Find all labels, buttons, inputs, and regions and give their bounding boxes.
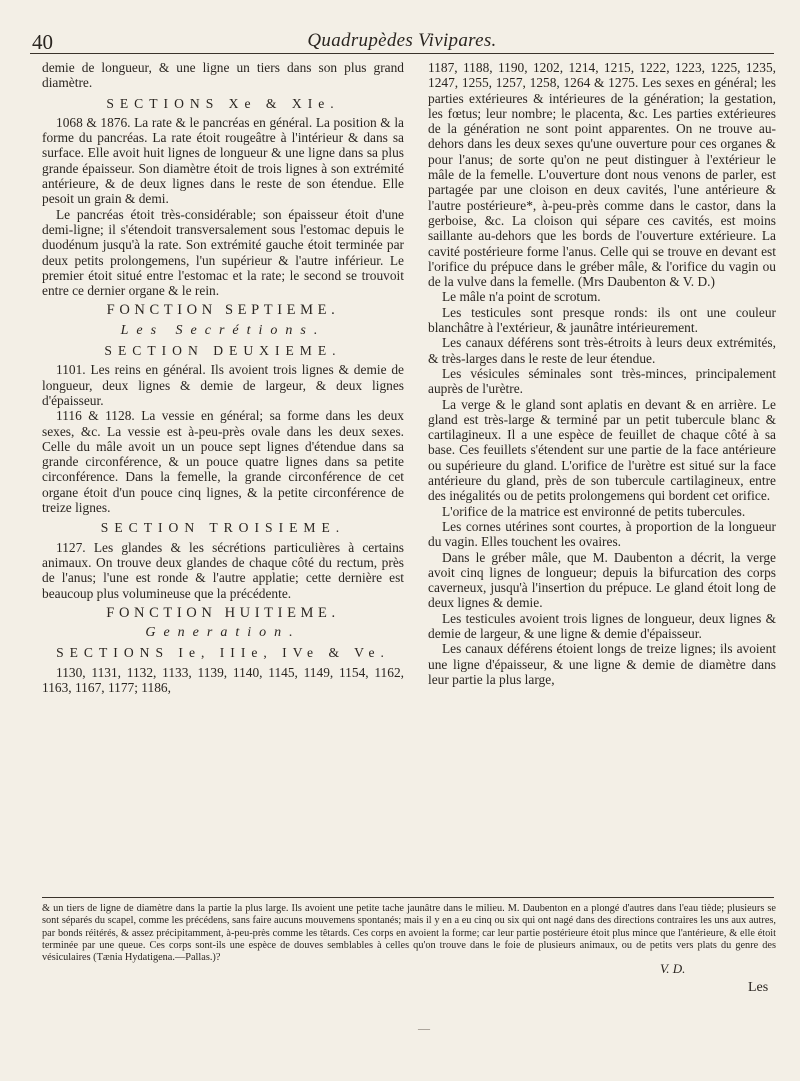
paragraph: 1130, 1131, 1132, 1133, 1139, 1140, 1145, 1149, 1154, 1162, 1163, 1167, 1177; 1186, — [42, 664, 404, 695]
footnote-rule — [42, 897, 774, 898]
paragraph: 1116 & 1128. La vessie en général; sa forme dans les deux sexes, &c. La vessie est à-peu-près ovale dans les deux sexes. Celle du mâle avoit un un pouce sept lignes d'étendue dans sa grande circonférence, & un pouce quatre lignes dans sa petite circonférence. Dans la femelle, la grande circonférence de cet organe étoit d'un pouce cinq lignes, & la petite circonférence de treize lignes. — [42, 408, 404, 516]
right-column — [428, 60, 776, 687]
paragraph: 1101. Les reins en général. Ils avoient trois lignes & demie de longueur, deux lignes & demie de largeur, & deux lignes d'épaisseur. — [42, 362, 404, 408]
paragraph: 1187, 1188, 1190, 1202, 1214, 1215, 1222, 1223, 1225, 1235, 1247, 1255, 1257, 1258, 1264 & 1275. Les sexes en général; les parties extérieures & intérieures de la génération; la gestation, les fœtus; leur nombre; le placenta, &c. Les parties extérieures de la génération ne sont point apparentes. On ne trouve au-dehors dans les deux sexes qu'une ouverture pour ces organes & pour l'anus; de sorte qu'on ne peut distinguer à l'extérieur le mâle de la femelle. L'ouverture dont nous venons de parler, est partagée par une cloison en deux cavités, l'une antérieure & l'autre postérieure*, à-peu-près comme dans le castor, dans la gerboise, &c. La cloison qui sépare ces cavités, est moins saillante au-dehors que les bords de l'ouverture extérieure. La cavité postérieure forme l'anus. Celle qui se trouve en devant est l'orifice du prépuce dans le gréber mâle, & l'orifice du vagin ou de la vulve dans la femelle. (Mrs Daubenton & V. D.) — [428, 60, 776, 290]
paragraph: Les testicules sont presque ronds: ils ont une couleur blanchâtre à l'extérieur, & jaunâtre intérieurement. — [428, 304, 776, 336]
paragraph: demie de longueur, & une ligne un tiers dans son plus grand diamètre. — [42, 60, 404, 91]
subheading: Generation. — [145, 625, 301, 641]
paragraph: Les canaux déférens sont très-étroits à leurs deux extrémités, & très-larges dans le reste de leur étendue. — [428, 335, 776, 366]
page-number: 40 — [32, 30, 53, 54]
paragraph: Le pancréas étoit très-considérable; son épaisseur étoit d'une demi-ligne; il s'étendoit transversalement sous l'estomac depuis le duodénum jusqu'à la rate. Son extrémité gauche étoit terminée par deux petits prolongemens, l'un supérieur & l'autre inférieur. Le premier étoit situé entre l'estomac et la rate; le second se trouvoit entre ce dernier organe & le rein. — [42, 206, 404, 299]
section-heading: SECTIONS Ie, IIIe, IVe & Ve. — [56, 645, 390, 661]
stray-mark: — — [418, 1021, 430, 1035]
function-heading: FONCTION HUITIEME. — [106, 604, 340, 621]
paragraph: Dans le gréber mâle, que M. Daubenton a décrit, la verge avoit cinq lignes de longueur; depuis la bifurcation des corps caverneux, jusqu'à l'insertion du prépuce. Le gland étoit long de deux lignes & demie. — [428, 549, 776, 611]
paragraph: Les testicules avoient trois lignes de longueur, deux lignes & demie de largeur, & une ligne & demie d'épaisseur. — [428, 610, 776, 641]
running-title: Quadrupèdes Vivipares. — [307, 30, 497, 51]
paragraph: Les canaux déférens étoient longs de treize lignes; ils avoient une ligne d'épaisseur, & une ligne & demie de diamètre dans leur partie la plus large, — [428, 641, 776, 687]
section-heading: SECTION TROISIEME. — [100, 520, 346, 536]
paragraph: Les vésicules séminales sont très-minces, principalement auprès de l'urètre. — [428, 365, 776, 397]
function-heading: FONCTION SEPTIEME. — [106, 302, 340, 319]
paragraph: La verge & le gland sont aplatis en devant & en arrière. Le gland est très-large & terminé par un petit tubercule blanc & cartilagineux. Il a une espèce de feuillet de chaque côté à sa base. Ces feuillets s'étendent sur une partie de la face antérieure ou supérieure du gland. L'orifice de l'urètre est situé sur la face antérieure du gland, près de son tubercule cartilagineux, entre des inégalités ou de petits prolongemens qui bordent cet orifice. — [428, 396, 776, 504]
paragraph: 1068 & 1876. La rate & le pancréas en général. La position & la forme du pancréas. La rate étoit rougeâtre à l'intérieur & dans sa surface. Elle avoit huit lignes de longueur & une ligne dans sa plus grande épaisseur. Son diamètre étoit de trois lignes à son extrémité antérieure, & de deux lignes dans le reste de son étendue. Elle pesoit un grain & demi. — [42, 114, 404, 207]
catchword: Les — [748, 980, 769, 995]
paragraph: L'orifice de la matrice est environné de petits tubercules. — [442, 503, 746, 519]
footnote: & un tiers de ligne de diamètre dans la partie la plus large. Ils avoient une petite tache jaunâtre dans le milieu. M. Daubenton en a plongé d'autres dans l'eau tiède; plusieurs se sont séparés du scapel, comme les précédens, sans faire aucuns mouvemens spontanés; mais il y en a eu cinq ou six qui ont nagé dans des directions contraires les uns aux autres, par bonds réitérés, & assez précipitamment, à-peu-près comme les têtards. Ces corps en avoient la forme; car leur partie postérieure étoit plus mince que l'antérieure, & elle étoit terminée par une queue. Ces corps sont-ils une espèce de douves semblables à celles qu'on trouve dans le foie de plusieurs animaux, ou de petits vers plats du genre des vésiculaires (Tænia Hydatigena.—Pallas.)? — [42, 903, 776, 964]
subheading: Les Secrétions. — [120, 322, 326, 338]
left-column — [42, 60, 404, 695]
footnote-signature: V. D. — [660, 961, 686, 976]
paragraph: Le mâle n'a point de scrotum. — [442, 289, 601, 305]
header-rule — [30, 53, 774, 54]
section-heading: SECTIONS Xe & XIe. — [106, 95, 340, 111]
paragraph: 1127. Les glandes & les sécrétions particulières à certains animaux. On trouve deux glandes de chaque côté du rectum, près de l'anus; l'une est ronde & l'autre applatie; cette dernière est beaucoup plus volumineuse que la précédente. — [42, 539, 404, 601]
section-heading: SECTION DEUXIEME. — [104, 343, 342, 359]
paragraph: Les cornes utérines sont courtes, à proportion de la longueur du vagin. Elles touchent les ovaires. — [428, 518, 776, 550]
